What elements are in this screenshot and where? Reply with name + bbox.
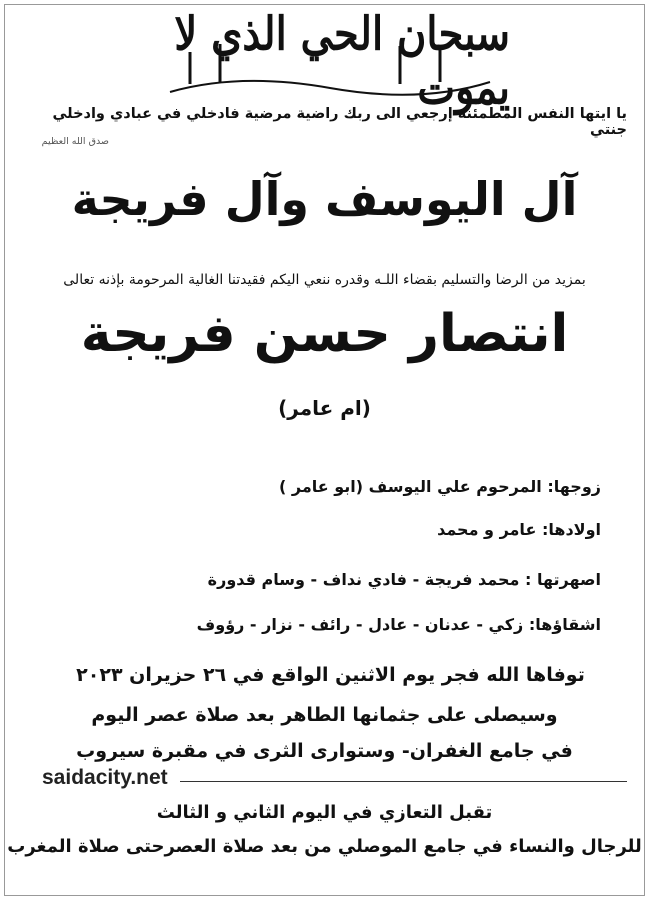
relative-siblings: اشقاؤها: زكي - عدنان - عادل - رائف - نزار - رؤوف (196, 615, 601, 634)
condolence-location: للرجال والنساء في جامع الموصلي من بعد صلاة العصرحتى صلاة المغرب (7, 836, 642, 857)
condolence-days: تقبل التعازي في اليوم الثاني و الثالث (156, 802, 493, 823)
calligraphy-header (150, 6, 510, 116)
relative-husband: زوجها: المرحوم علي اليوسف (ابو عامر ) (279, 477, 601, 496)
quran-verse: يا ايتها النفس المطمئنة إرجعي الى ربك راضية مرضية فادخلي في عبادي وادخلي جنتي (52, 106, 627, 138)
burial-location-line: في جامع الغفران- وستوارى الثرى في مقبرة سيروب (76, 740, 573, 762)
relative-sons-in-law: اصهرتها : محمد فريجة - فادي نداف - وسام قدورة (207, 570, 601, 589)
deceased-kunya: (ام عامر) (278, 396, 371, 420)
death-date-line: توفاها الله فجر يوم الاثنين الواقع في ٢٦ حزيران ٢٠٢٣ (76, 664, 585, 686)
divider-line (180, 781, 627, 782)
relative-children: اولادها: عامر و محمد (437, 520, 601, 539)
family-names-heading: آل اليوسف وآل فريجة (71, 172, 578, 226)
website-link[interactable]: saidacity.net (42, 766, 168, 789)
funeral-prayer-line: وسيصلى على جثمانها الطاهر بعد صلاة عصر اليوم (91, 704, 558, 726)
verse-attribution: صدق الله العظيم (41, 136, 109, 147)
deceased-name: انتصار حسن فريجة (80, 304, 569, 364)
calligraphy-text: سبحان الحي الذي لا يموت (174, 6, 510, 116)
announcement-intro: بمزيد من الرضا والتسليم بقضاء اللـه وقدره ننعي اليكم فقيدتنا الغالية المرحومة بإذنه تعالى (63, 272, 586, 288)
